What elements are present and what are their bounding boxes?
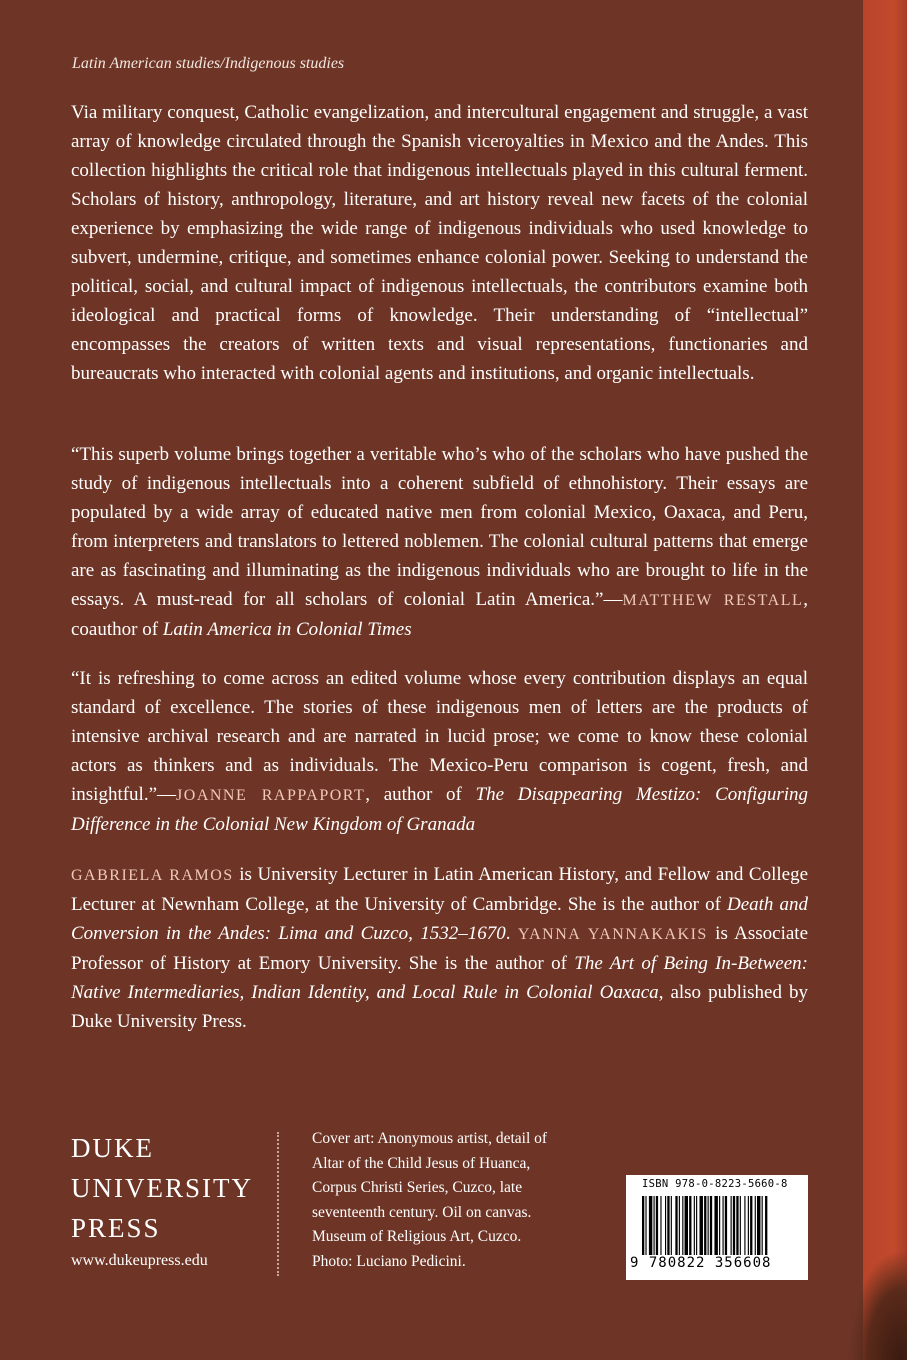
blurb-author: MATTHEW RESTALL — [622, 592, 804, 609]
barcode-bar — [733, 1196, 735, 1258]
barcode-bar — [649, 1196, 652, 1258]
barcode-bar — [656, 1196, 658, 1258]
barcode-bar — [679, 1196, 680, 1258]
blurb-role: , author of — [365, 784, 476, 805]
barcode-bar — [682, 1196, 683, 1258]
barcode-bar — [685, 1196, 688, 1258]
barcode-bar — [750, 1196, 752, 1258]
barcode-bar — [723, 1196, 724, 1258]
barcode-bar — [755, 1196, 756, 1258]
editor-bios — [71, 860, 808, 1036]
publisher-line: PRESS — [71, 1213, 161, 1243]
barcode-bar — [719, 1196, 720, 1258]
blurb-work-title: Latin America in Colonial Times — [162, 619, 412, 640]
blurb-rappaport — [71, 664, 808, 839]
book-description: Via military conquest, Catholic evangelization, and intercultural engagement and struggle, a vast array of knowledge circulated through the Spanish viceroyalties in Mexico and the Andes. This collection highlights the critical role that indigenous intellectuals played in this cultural ferment. Scholars of history, anthropology, literature, and art history reveal new facets of the colonial experience by emphasizing the wide range of indigenous individuals who used knowledge to subvert, undermine, critique, and sometimes enhance colonial power. Seeking to understand the political, social, and cultural impact of indigenous intellectuals, the contributors examine both ideological and practical forms of knowledge. Their understanding of “intellectual” encompasses the creators of written texts and visual representations, functionaries and bureaucrats who interacted with colonial agents and institutions, and organic intellectuals. — [71, 102, 808, 384]
barcode-bar — [689, 1196, 691, 1258]
isbn-label: ISBN 978-0-8223-5660-8 — [642, 1178, 788, 1190]
barcode-bar — [762, 1196, 763, 1258]
publisher-line: DUKE — [71, 1133, 154, 1163]
barcode-bar — [725, 1196, 727, 1258]
spine-artwork — [847, 1250, 907, 1360]
cover-credit: Cover art: Anonymous artist, detail of Altar of the Child Jesus of Huanca, Corpus Christi Series, Cuzco, late seventeenth century. Oil on canvas. Museum of Religious Art, Cuzco. Photo: Luciano Pedicini. — [312, 1130, 548, 1270]
editor-bio-text: is University Lecturer in Latin American History, and Fellow and College Lecturer at Newnham College, at the University of Cambridge. She is the author of — [71, 864, 809, 915]
blurb-text: “This superb volume brings together a veritable who’s who of the scholars who have pushed the study of indigenous intellectuals into a coherent subfield of ethnohistory. Their essays are populated by a wide array of educated native men from colonial Mexico, Oaxaca, and Peru, from interpreters and translators to lettered noblemen. The colonial cultural patterns that emerge are as fascinating and illuminating as the indigenous individuals who are brought to life in the essays. A must-read for all scholars of colonial Latin America.”— — [71, 444, 808, 610]
barcode-bar — [654, 1196, 655, 1258]
barcode-bar — [757, 1196, 760, 1258]
barcode-bar — [765, 1196, 767, 1258]
barcode-bar — [731, 1196, 732, 1258]
editor-name: GABRIELA RAMOS — [71, 867, 234, 884]
blurb-author: JOANNE RAPPAPORT — [176, 787, 366, 804]
editor-book-title: The Art of Being In-Between: Native Intermediaries, Indian Identity, and Local Rule in Colonial Oaxaca — [71, 953, 809, 1003]
barcode-bar — [671, 1196, 672, 1258]
barcode-bar — [645, 1196, 646, 1258]
publisher-line: UNIVERSITY — [71, 1173, 253, 1203]
barcode-bar — [675, 1196, 677, 1258]
editor-bio-text: , also published by Duke University Press. — [71, 982, 808, 1032]
barcode-bar — [696, 1196, 697, 1258]
barcode-bar — [714, 1196, 717, 1258]
blurb-text: “It is refreshing to come across an edited volume whose every contribution displays an equal standard of excellence. The stories of these indigenous men of letters are the products of intensive archival research and are narrated in lucid prose; we come to know these colonial actors as thinkers and as individuals. The Mexico-Peru comparison is cogent, fresh, and insightful.”— — [71, 668, 808, 805]
barcode-bar — [642, 1196, 644, 1258]
barcode-bar — [748, 1196, 749, 1258]
editor-book-title: Death and Conversion in the Andes: Lima and Cuzco, 1532–1670 — [71, 894, 808, 944]
isbn-barcode — [626, 1175, 808, 1280]
editor-bio-text: is Associate Professor of History at Emory University. She is the author of — [71, 923, 808, 974]
barcode-digits: 9 780822 356608 — [630, 1255, 802, 1271]
blurb-role: , coauthor of — [71, 589, 808, 640]
barcode-bar — [740, 1196, 741, 1258]
editor-name: YANNA YANNAKAKIS — [517, 926, 708, 943]
barcode-bar — [694, 1196, 695, 1258]
blurb-work-title: The Disappearing Mestizo: Configuring Difference in the Colonial New Kingdom of Granada — [71, 784, 809, 835]
barcode-bars — [630, 1196, 804, 1258]
barcode-bar — [665, 1196, 666, 1258]
spine-edge — [863, 0, 907, 1360]
barcode-bar — [700, 1196, 703, 1258]
barcode-bar — [744, 1196, 745, 1258]
publisher-website: www.dukeupress.edu — [71, 1252, 208, 1269]
category-label: Latin American studies/Indigenous studies — [72, 55, 345, 72]
dotted-divider — [277, 1132, 279, 1276]
barcode-bar — [708, 1196, 709, 1258]
barcode-bar — [736, 1196, 738, 1258]
publisher-logo — [71, 1128, 253, 1248]
barcode-bar — [667, 1196, 669, 1258]
barcode-bar — [704, 1196, 706, 1258]
blurb-restall — [71, 440, 808, 644]
barcode-bar — [660, 1196, 661, 1258]
barcode-bar — [710, 1196, 712, 1258]
editor-bio-text: . — [505, 923, 518, 944]
